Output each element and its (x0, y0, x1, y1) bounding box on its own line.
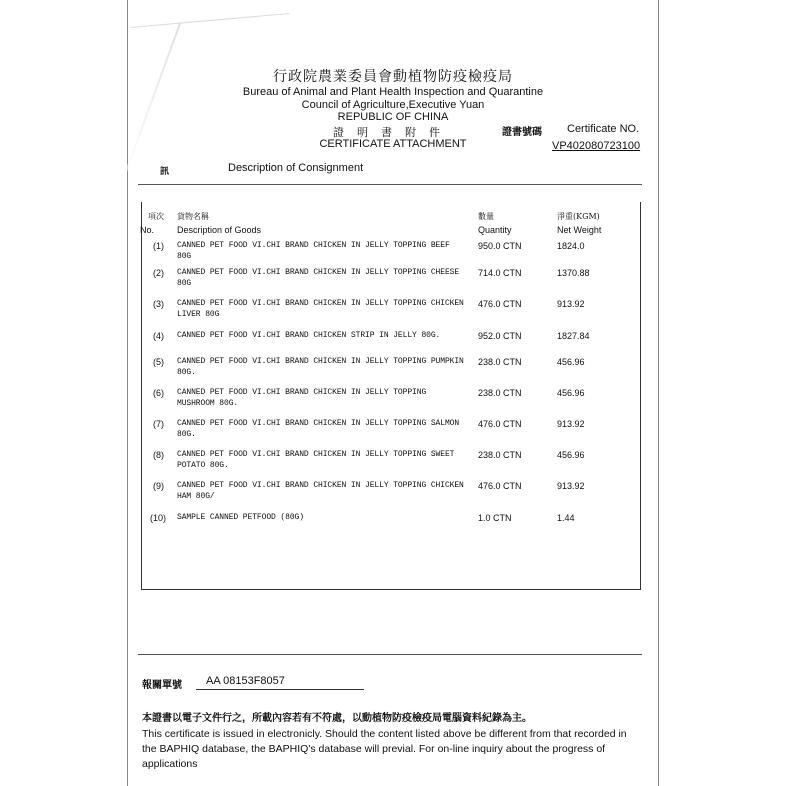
bureau-title-en: Bureau of Animal and Plant Health Inspection and Quarantine (242, 86, 544, 98)
council-title: Council of Agriculture,Executive Yuan (301, 99, 485, 111)
col-wt-zh: 淨重(KGM) (557, 212, 600, 221)
table-row (0, 481, 786, 511)
item-no: (9) (153, 481, 164, 491)
item-no: (1) (153, 241, 164, 251)
item-weight: 913.92 (557, 299, 585, 309)
item-no: (4) (153, 331, 164, 341)
col-qty-zh: 數量 (478, 212, 494, 221)
item-no: (6) (153, 388, 164, 398)
table-row (0, 513, 786, 543)
item-qty: 238.0 CTN (478, 450, 522, 460)
item-qty: 1.0 CTN (478, 513, 512, 523)
country-title: REPUBLIC OF CHINA (337, 111, 449, 123)
item-weight: 1827.84 (557, 331, 590, 341)
item-desc: CANNED PET FOOD VI.CHI BRAND CHICKEN STRIP IN JELLY 80G. (177, 331, 441, 340)
table-row (0, 268, 786, 298)
item-no: (7) (153, 419, 164, 429)
table-row (0, 299, 786, 329)
bureau-title-zh: 行政院農業委員會動植物防疫檢疫局 (273, 69, 513, 85)
col-desc-en: Description of Goods (177, 225, 262, 235)
item-qty: 476.0 CTN (478, 481, 522, 491)
item-qty: 714.0 CTN (478, 268, 522, 278)
col-qty-en: Quantity (478, 225, 512, 235)
table-row (0, 450, 786, 480)
item-desc: SAMPLE CANNED PETFOOD (80G) (177, 513, 304, 522)
divider (138, 654, 642, 655)
item-desc: CANNED PET FOOD VI.CHI BRAND CHICKEN IN JELLY TOPPING CHEESE 80G (177, 268, 460, 288)
consignment-label-en: Description of Consignment (228, 162, 364, 174)
item-qty: 238.0 CTN (478, 357, 522, 367)
attachment-title-en: CERTIFICATE ATTACHMENT (319, 138, 467, 150)
item-qty: 952.0 CTN (478, 331, 522, 341)
certificate-number: VP402080723100 (552, 140, 641, 152)
item-no: (10) (150, 513, 167, 523)
item-desc: CANNED PET FOOD VI.CHI BRAND CHICKEN IN JELLY TOPPING BEEF 80G (177, 241, 450, 261)
col-no-en: No. (140, 225, 155, 235)
item-desc: CANNED PET FOOD VI.CHI BRAND CHICKEN IN JELLY TOPPING CHICKEN HAM 80G/ (177, 481, 464, 501)
item-weight: 1370.88 (557, 268, 590, 278)
electronic-note-en: This certificate is issued in electronicly. Should the content listed above be different from that recorded in the BAPHIQ database, the BAPHIQ's database will previal. For on-line inquiry about the progress of applications (142, 728, 627, 770)
divider (138, 184, 642, 185)
item-weight: 913.92 (557, 419, 585, 429)
item-qty: 950.0 CTN (478, 241, 522, 251)
item-no: (8) (153, 450, 164, 460)
certificate-label-en: Certificate NO. (567, 123, 640, 135)
item-desc: CANNED PET FOOD VI.CHI BRAND CHICKEN IN JELLY TOPPING SWEET POTATO 80G. (177, 450, 455, 470)
declaration-number: AA 08153F8057 (206, 675, 285, 687)
item-no: (2) (153, 268, 164, 278)
item-desc: CANNED PET FOOD VI.CHI BRAND CHICKEN IN JELLY TOPPING MUSHROOM 80G. (177, 388, 427, 408)
declaration-label: 報關單號 (142, 680, 182, 691)
item-desc: CANNED PET FOOD VI.CHI BRAND CHICKEN IN JELLY TOPPING SALMON 80G. (177, 419, 460, 439)
item-desc: CANNED PET FOOD VI.CHI BRAND CHICKEN IN JELLY TOPPING PUMPKIN 80G. (177, 357, 464, 377)
item-qty: 476.0 CTN (478, 299, 522, 309)
declaration-underline (196, 689, 364, 690)
item-qty: 476.0 CTN (478, 419, 522, 429)
item-qty: 238.0 CTN (478, 388, 522, 398)
item-no: (5) (153, 357, 164, 367)
item-no: (3) (153, 299, 164, 309)
item-weight: 456.96 (557, 357, 585, 367)
item-desc: CANNED PET FOOD VI.CHI BRAND CHICKEN IN JELLY TOPPING CHICKEN LIVER 80G (177, 299, 464, 319)
item-weight: 456.96 (557, 388, 585, 398)
certificate-label-zh: 證書號碼 (502, 127, 542, 138)
scan-artifact (130, 13, 289, 28)
col-desc-zh: 貨物名稱 (177, 212, 209, 221)
table-row (0, 419, 786, 449)
item-weight: 913.92 (557, 481, 585, 491)
table-row (0, 388, 786, 418)
consignment-label-zh: 訊 (160, 167, 170, 177)
item-weight: 1824.0 (557, 241, 585, 251)
table-row (0, 357, 786, 387)
col-no-zh: 項次 (148, 212, 164, 221)
item-weight: 456.96 (557, 450, 585, 460)
item-weight: 1.44 (557, 513, 575, 523)
attachment-title-zh: 證明書附件 (333, 126, 453, 139)
col-wt-en: Net Weight (557, 225, 602, 235)
electronic-note-zh: 本證書以電子文件行之，所載內容若有不符處，以動植物防疫檢疫局電腦資料紀錄為主。 (142, 713, 532, 724)
